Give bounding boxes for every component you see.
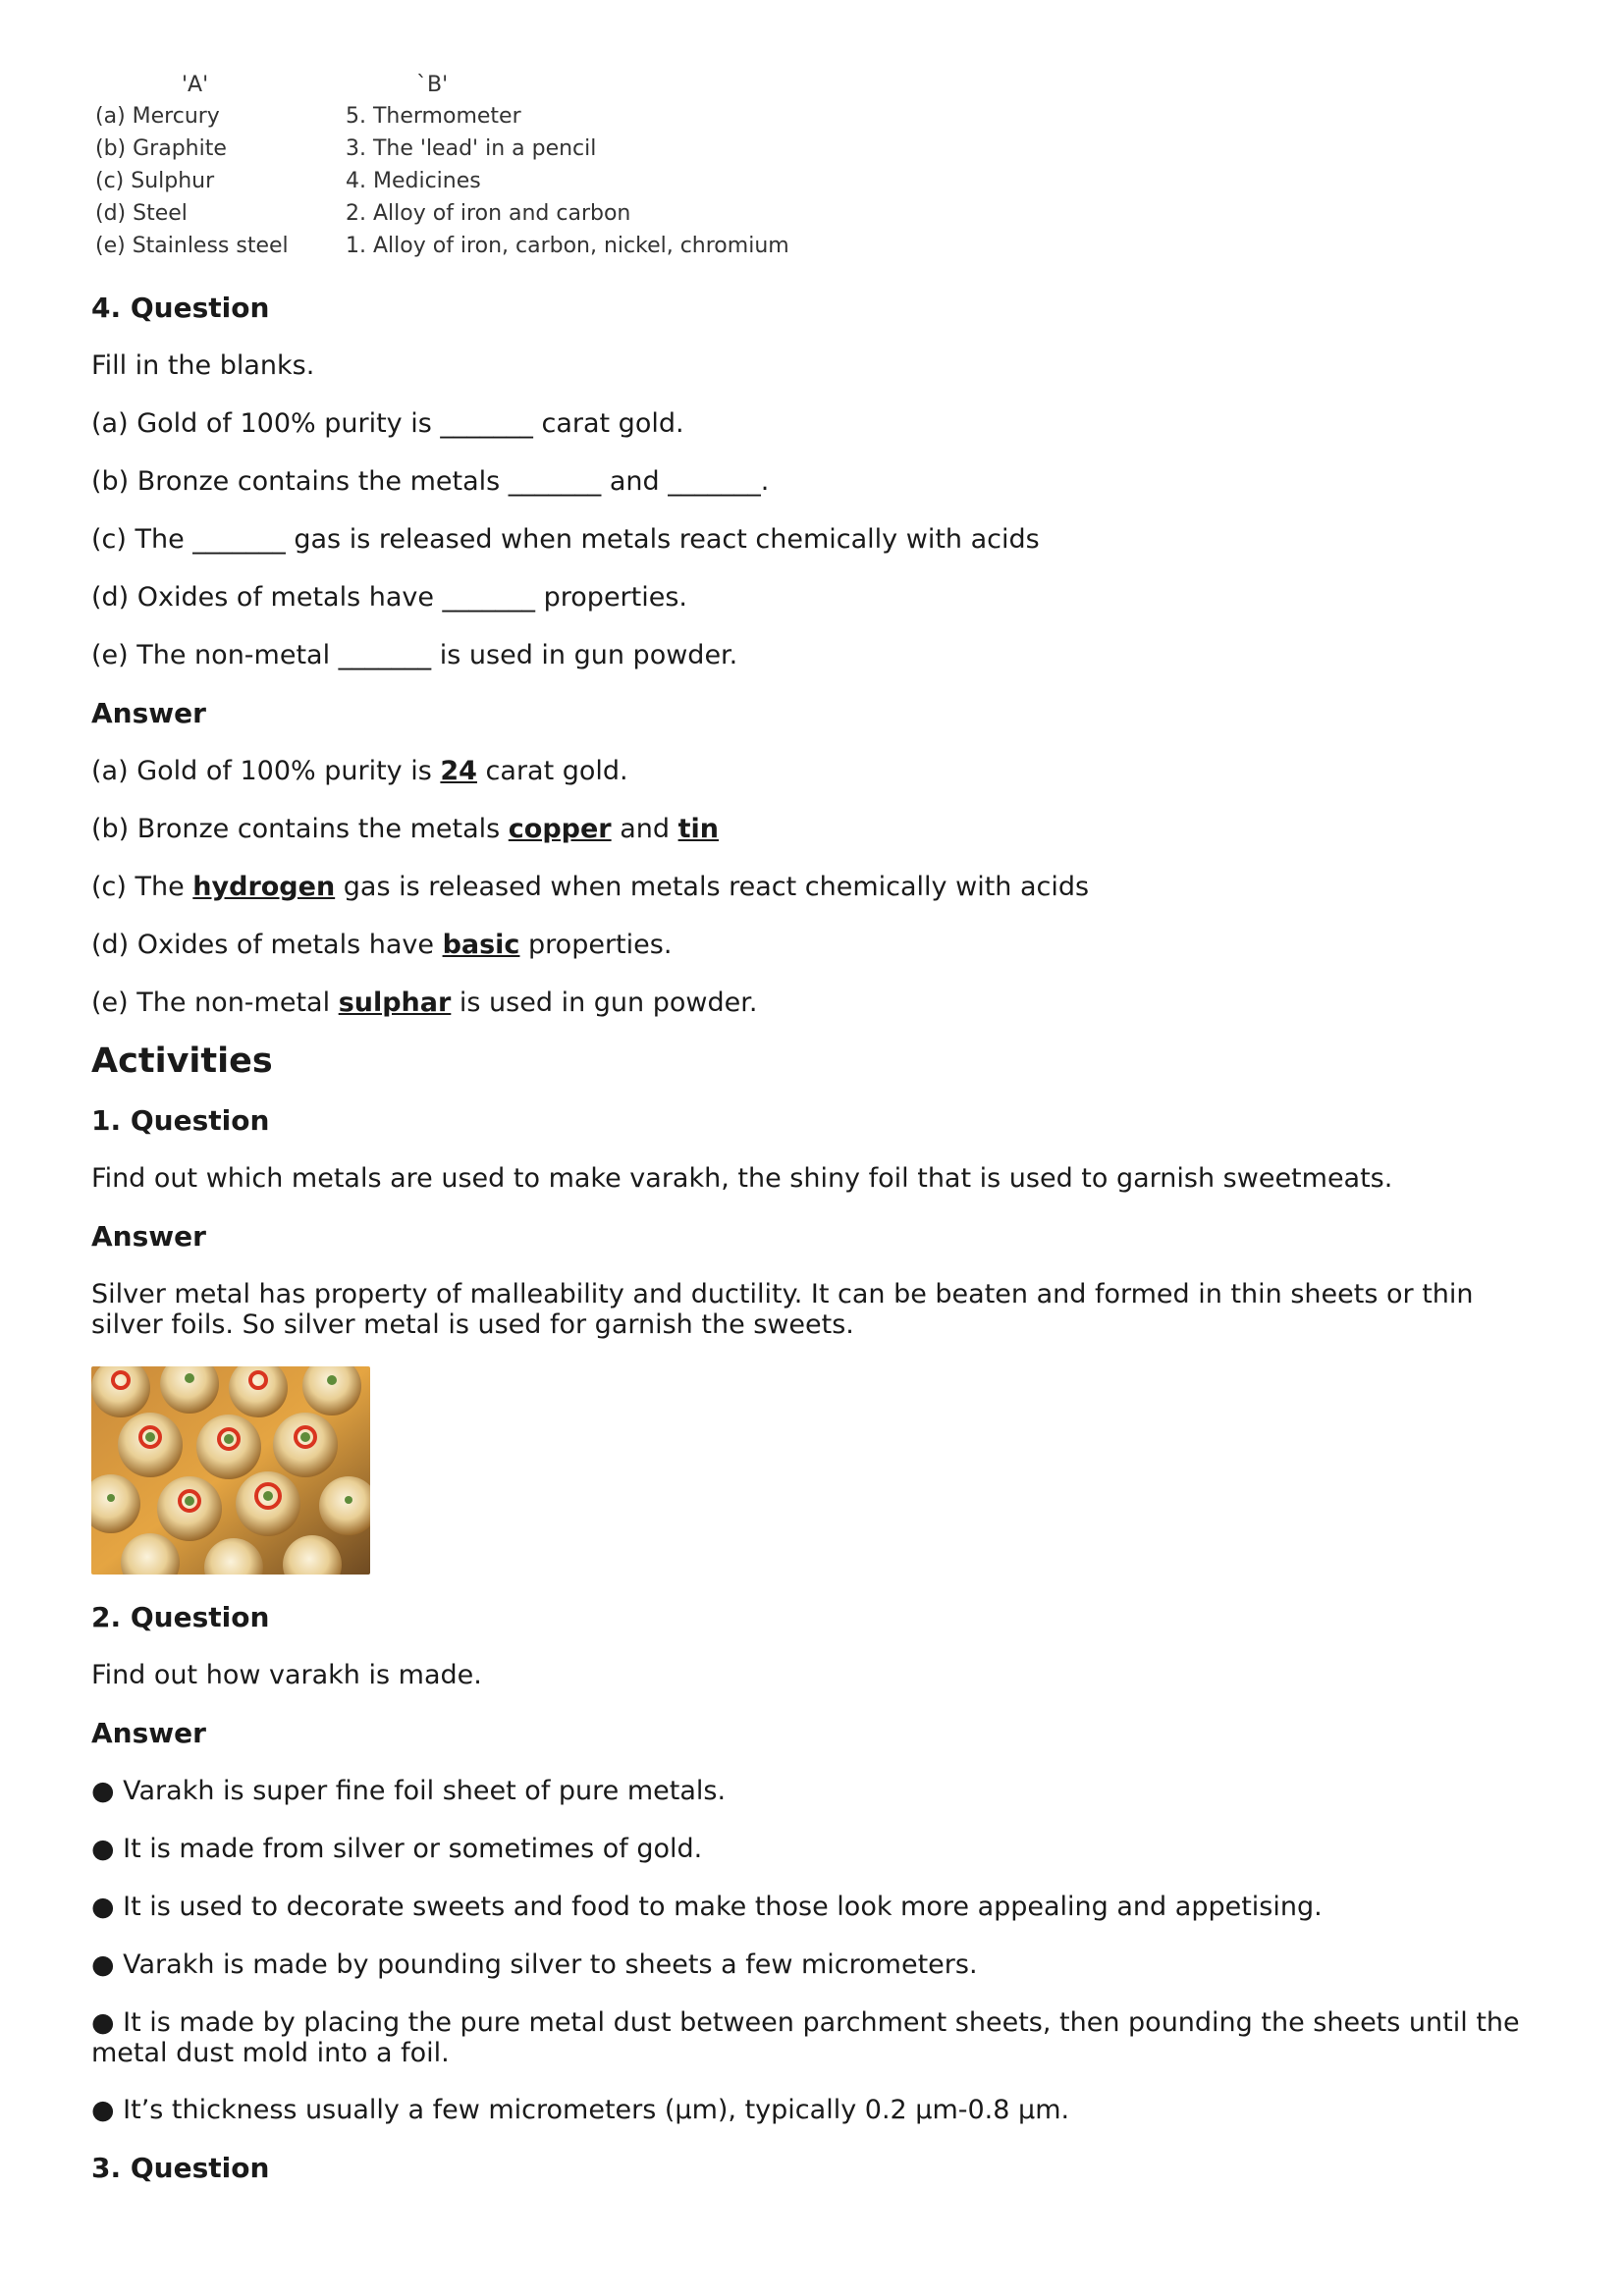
answer-item-a bbox=[91, 756, 1535, 787]
blank-item-c: (c) The _______ gas is released when metals react chemically with acids bbox=[91, 524, 1040, 555]
bullet-item: ● It’s thickness usually a few micrometers (µm), typically 0.2 µm-0.8 µm. bbox=[91, 2095, 1070, 2125]
activity-1-question: Find out which metals are used to make varakh, the shiny foil that is used to garnish sweetmeats. bbox=[91, 1163, 1393, 1194]
answer-text: (c) The bbox=[91, 872, 193, 902]
activity-3-title: 3. Question bbox=[91, 2152, 270, 2184]
answer-text: and bbox=[611, 814, 678, 844]
column-b-header: `B' bbox=[416, 73, 449, 97]
answer-label: Answer bbox=[91, 1220, 206, 1253]
bullet-item: ● It is used to decorate sweets and food to make those look more appealing and appetising. bbox=[91, 1892, 1323, 1922]
answer-text: (e) The non-metal bbox=[91, 988, 339, 1018]
column-b-cell: 3. The 'lead' in a pencil bbox=[346, 136, 597, 161]
bullet-item: ● Varakh is super fine foil sheet of pure metals. bbox=[91, 1776, 727, 1806]
answer-item-d bbox=[91, 930, 1535, 961]
blank-item-d: (d) Oxides of metals have _______ properties. bbox=[91, 582, 687, 613]
activity-2-title: 2. Question bbox=[91, 1601, 270, 1633]
answer-text: (d) Oxides of metals have bbox=[91, 930, 443, 960]
activity-2-question: Find out how varakh is made. bbox=[91, 1660, 482, 1690]
varakh-sweets-photo bbox=[91, 1366, 370, 1575]
question-4-instruction: Fill in the blanks. bbox=[91, 350, 315, 381]
bullet-item: ● It is made by placing the pure metal dust between parchment sheets, then pounding the sheets until the metal dust mold into a foil. bbox=[91, 2007, 1520, 2068]
answer-item-c bbox=[91, 872, 1535, 903]
bullet-item: ● It is made from silver or sometimes of gold. bbox=[91, 1834, 703, 1864]
answer-text: (b) Bronze contains the metals bbox=[91, 814, 509, 844]
bullet-item: ● Varakh is made by pounding silver to sheets a few micrometers. bbox=[91, 1949, 978, 1980]
answer-fill: sulphar bbox=[338, 988, 452, 1018]
answer-fill: tin bbox=[677, 814, 719, 844]
answer-text: properties. bbox=[519, 930, 673, 960]
column-a-cell: (e) Stainless steel bbox=[95, 234, 289, 258]
column-a-cell: (c) Sulphur bbox=[95, 169, 215, 193]
column-b-cell: 1. Alloy of iron, carbon, nickel, chromium bbox=[346, 234, 789, 258]
column-a-cell: (a) Mercury bbox=[95, 104, 220, 129]
column-a-cell: (b) Graphite bbox=[95, 136, 227, 161]
answer-text: carat gold. bbox=[476, 756, 628, 786]
blank-item-a: (a) Gold of 100% purity is _______ carat gold. bbox=[91, 408, 684, 439]
answer-fill: basic bbox=[442, 930, 520, 960]
answer-text: (a) Gold of 100% purity is bbox=[91, 756, 441, 786]
answer-fill: 24 bbox=[440, 756, 477, 786]
answer-fill: hydrogen bbox=[192, 872, 336, 902]
main-content bbox=[91, 293, 1535, 2211]
answer-text: gas is released when metals react chemically with acids bbox=[335, 872, 1090, 902]
question-4-title: 4. Question bbox=[91, 292, 270, 324]
answer-fill: copper bbox=[508, 814, 612, 844]
blank-item-b: (b) Bronze contains the metals _______ and _______. bbox=[91, 466, 770, 497]
answer-label: Answer bbox=[91, 1717, 206, 1749]
column-b-cell: 2. Alloy of iron and carbon bbox=[346, 201, 631, 226]
activity-1-title: 1. Question bbox=[91, 1104, 270, 1137]
varakh-sweets-image bbox=[91, 1366, 370, 1575]
activities-heading: Activities bbox=[91, 1041, 273, 1081]
answer-text: is used in gun powder. bbox=[451, 988, 758, 1018]
column-b-cell: 4. Medicines bbox=[346, 169, 481, 193]
answer-item-e bbox=[91, 988, 1535, 1019]
column-b-cell: 5. Thermometer bbox=[346, 104, 521, 129]
column-a-cell: (d) Steel bbox=[95, 201, 188, 226]
answer-label: Answer bbox=[91, 697, 206, 729]
blank-item-e: (e) The non-metal _______ is used in gun powder. bbox=[91, 640, 738, 670]
answer-item-b bbox=[91, 814, 1535, 845]
column-a-header: 'A' bbox=[182, 73, 209, 97]
activity-1-answer: Silver metal has property of malleability and ductility. It can be beaten and formed in thin sheets or thin silver foils. So silver metal is used for garnish the sweets. bbox=[91, 1279, 1474, 1340]
